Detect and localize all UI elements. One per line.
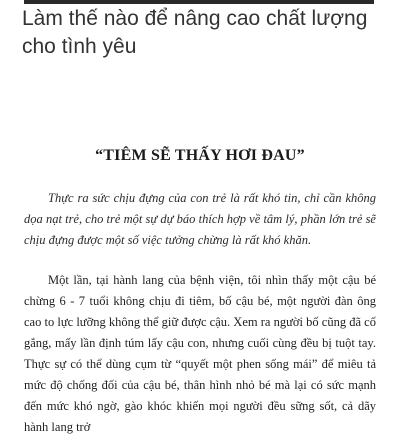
- chapter-title: Làm thế nào để nâng cao chất lượng cho tình yêu: [22, 7, 368, 58]
- top-rule: [24, 0, 374, 4]
- intro-paragraph: Thực ra sức chịu đựng của con trẻ là rất khó tin, chỉ cần không dọa nạt trẻ, cho trẻ một sự dự báo thích hợp về tâm lý, phần lớn trẻ sẽ chịu đựng được một số việc tưởng chừng là rất khó khăn.: [24, 191, 376, 247]
- body-paragraph: Một lần, tại hành lang của bệnh viện, tôi nhìn thấy một cậu bé chừng 6 - 7 tuổi không chịu đi tiêm, bố cậu bé, một người đàn ông cao to lực lưỡng không thể giữ được cậu. Xem ra người bố cũng đã cố gắng, mấy lần định túm lấy cậu con, nhưng cuối cùng đều bị tuột tay. Thực sự có thể dùng cụm từ “quyết một phen sống mái” để miêu tả mức độ chống đối của cậu bé, thân hình nhỏ bé mà lại có sức mạnh đến mức khó ngờ, gào khóc khiến mọi người đều sững sốt, cả dãy hành lang trở: [24, 273, 376, 434]
- section-heading: “TIÊM SẼ THẤY HƠI ĐAU”: [95, 147, 305, 164]
